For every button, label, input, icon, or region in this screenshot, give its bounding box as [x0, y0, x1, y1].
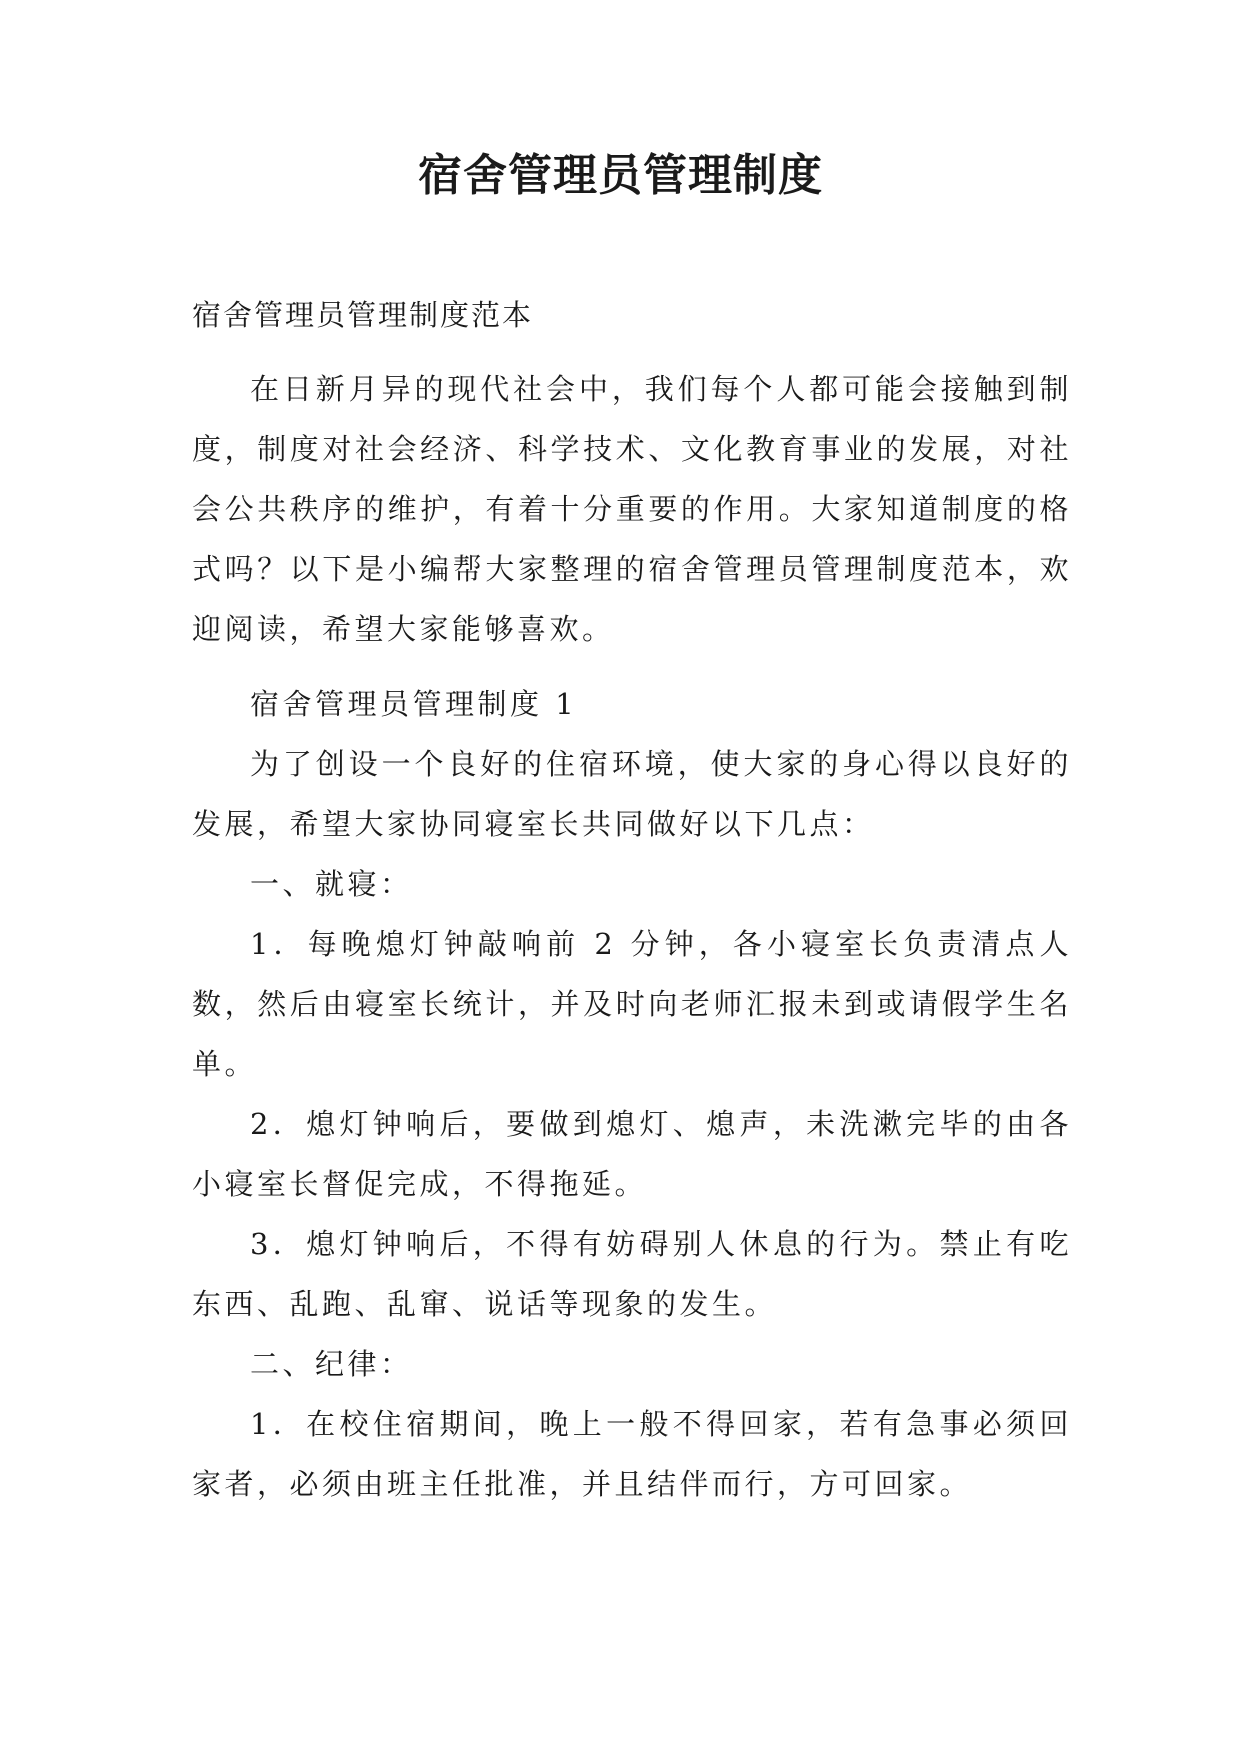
document-subtitle: 宿舍管理员管理制度范本 [192, 298, 534, 332]
paragraph-1: 为了创设一个良好的住宿环境，使大家的身心得以良好的发展，希望大家协同寝室长共同做好以下几点： [192, 747, 1072, 841]
rule-bedtime-3: 3．熄灯钟响后，不得有妨碍别人休息的行为。禁止有吃东西、乱跑、乱窜、说话等现象的发生。 [192, 1227, 1072, 1321]
section-1-title: 宿舍管理员管理制度 1 [250, 687, 578, 721]
heading-discipline: 二、纪律： [250, 1347, 413, 1381]
section-1 [192, 674, 1072, 1514]
rule-discipline-1: 1．在校住宿期间，晚上一般不得回家，若有急事必须回家者，必须由班主任批准，并且结伴而行，方可回家。 [192, 1407, 1072, 1501]
rule-bedtime-2: 2．熄灯钟响后，要做到熄灯、熄声，未洗漱完毕的由各小寝室长督促完成，不得拖延。 [192, 1107, 1072, 1201]
rule-bedtime-1: 1．每晚熄灯钟敲响前 2 分钟，各小寝室长负责清点人数，然后由寝室长统计，并及时向老师汇报未到或请假学生名单。 [192, 927, 1072, 1081]
heading-bedtime: 一、就寝： [250, 867, 413, 901]
document-title: 宿舍管理员管理制度 [418, 150, 823, 201]
intro-block [192, 359, 1072, 659]
intro-paragraph: 在日新月异的现代社会中，我们每个人都可能会接触到制度，制度对社会经济、科学技术、文化教育事业的发展，对社会公共秩序的维护，有着十分重要的作用。大家知道制度的格式吗？以下是小编帮大家整理的宿舍管理员管理制度范本，欢迎阅读，希望大家能够喜欢。 [192, 372, 1072, 646]
